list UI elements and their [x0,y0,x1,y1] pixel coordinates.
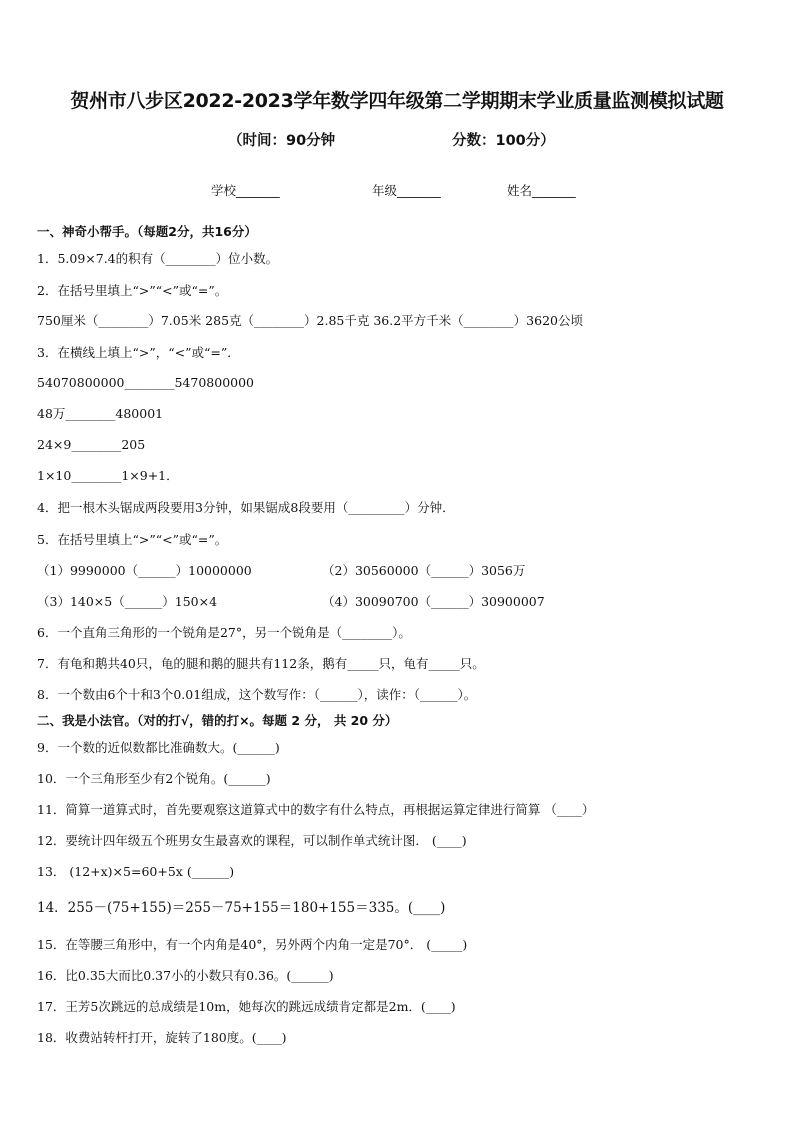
question-7: 7．有龟和鹅共40只，龟的腿和鹅的腿共有112条，鹅有_____只，龟有_____只。 [37,656,485,671]
section-2-heading: 二、我是小法官。（对的打√，错的打×。每题 2 分， 共 20 分） [37,713,398,728]
question-11: 11．简算一道算式时，首先要观察这道算式中的数字有什么特点，再根据运算定律进行简算 （____） [37,802,595,817]
question-14: 14．255－(75+155)＝255－75+155＝180+155＝335。(____) [37,900,446,916]
question-5-4: （4）30090700（______）30900007 [322,594,545,609]
grade-field: 年级_______ [372,183,441,198]
question-3-c: 24×9________205 [37,437,146,452]
question-5-3: （3）140×5（______）150×4 [37,594,218,609]
question-8: 8．一个数由6个十和3个0.01组成，这个数写作：（______），读作：（______）。 [37,687,477,702]
question-12: 12．要统计四年级五个班男女生最喜欢的课程，可以制作单式统计图． (____) [37,833,467,848]
question-17: 17．王芳5次跳远的总成绩是10m，她每次的跳远成绩肯定都是2m．(____) [37,999,456,1014]
question-2-items: 750厘米（________）7.05米 285克（________）2.85千克 36.2平方千米（________）3620公顷 [37,313,583,328]
question-16: 16．比0.35大而比0.37小的小数只有0.36。(______) [37,968,334,983]
section-1-heading: 一、神奇小帮手。（每题2分，共16分） [37,224,257,239]
question-13: 13． (12+x)×5=60+5x (______) [37,864,235,879]
question-4: 4．把一根木头锯成两段要用3分钟，如果锯成8段要用（_________）分钟． [37,500,455,515]
question-5: 5．在括号里填上“>”“<”或“=”。 [37,532,228,547]
name-field: 姓名_______ [507,183,576,198]
question-5-2: （2）30560000（______）3056万 [322,563,526,578]
school-field: 学校_______ [211,183,280,198]
question-5-1: （1）9990000（______）10000000 [37,563,252,578]
question-18: 18．收费站转杆打开，旋转了180度。(____) [37,1030,287,1045]
question-9: 9．一个数的近似数都比准确数大。(______) [37,740,280,755]
exam-title: 贺州市八步区2022-2023学年数学四年级第二学期期末学业质量监测模拟试题 [70,90,724,112]
question-6: 6．一个直角三角形的一个锐角是27°，另一个锐角是（________）。 [37,625,411,640]
question-3-b: 48万________480001 [37,406,164,421]
question-15: 15．在等腰三角形中，有一个内角是40°，另外两个内角一定是70°． (_____) [37,937,468,952]
question-2: 2．在括号里填上“>”“<”或“=”。 [37,283,228,298]
question-3-a: 54070800000________5470800000 [37,375,255,390]
total-score: 分数：100分） [452,133,555,149]
question-3: 3．在横线上填上“>”，“<”或“=”． [37,345,240,360]
time-limit: （时间：90分钟 [228,133,336,149]
question-3-d: 1×10________1×9+1． [37,468,179,483]
question-1: 1．5.09×7.4的积有（________）位小数。 [37,251,279,266]
question-10: 10．一个三角形至少有2个锐角。(______) [37,771,271,786]
